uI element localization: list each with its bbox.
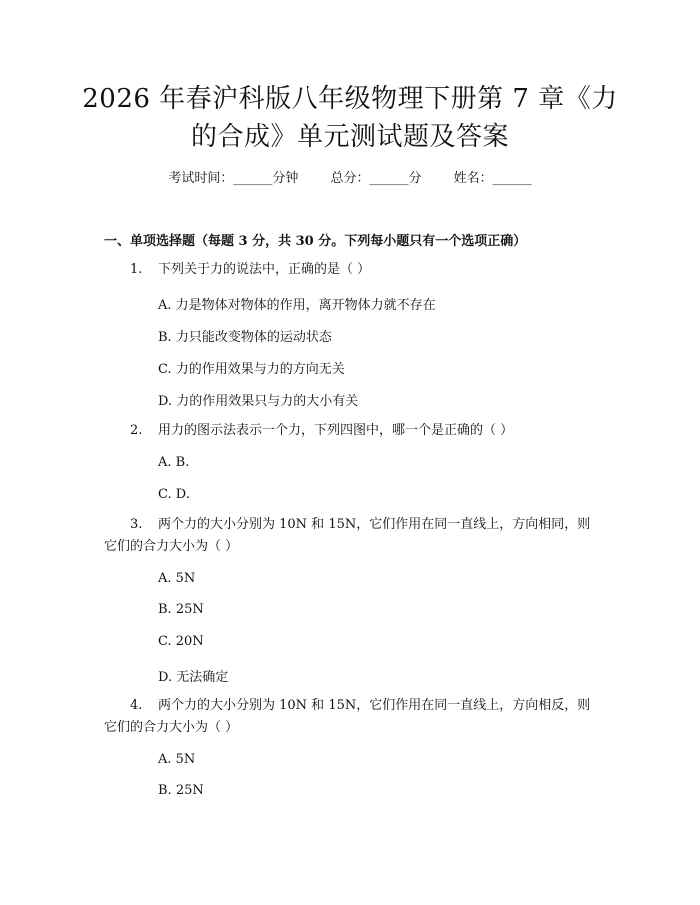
question-text: 用力的图示法表示一个力，下列四图中，哪一个是正确的（ ）	[158, 423, 514, 438]
question-3-line-2: 它们的合力大小为（ ）	[104, 539, 239, 554]
q3-option-a: A. 5N	[158, 571, 196, 586]
title-line-1: 2026 年春沪科版八年级物理下册第 7 章《力	[82, 84, 618, 114]
q3-option-b: B. 25N	[158, 602, 204, 617]
question-text: 两个力的大小分别为 10N 和 15N，它们作用在同一直线上，方向相反，则	[158, 698, 591, 713]
question-1	[130, 260, 370, 280]
q3-option-c: C. 20N	[158, 634, 204, 649]
question-number: 3.	[130, 517, 143, 532]
document-title	[60, 80, 640, 156]
q4-option-b: B. 25N	[158, 783, 204, 798]
exam-info	[0, 167, 700, 186]
q2-options-cd: C. D.	[158, 487, 190, 502]
question-text: 两个力的大小分别为 10N 和 15N，它们作用在同一直线上，方向相同，则	[158, 517, 591, 532]
question-number: 4.	[130, 698, 143, 713]
q1-option-c: C. 力的作用效果与力的方向无关	[158, 362, 345, 377]
title-line-2: 的合成》单元测试题及答案	[190, 122, 509, 152]
q2-options-ab: A. B.	[158, 455, 190, 470]
q3-option-d: D. 无法确定	[158, 670, 229, 685]
total-score-field: 总分：______分	[330, 171, 422, 186]
question-number: 2.	[130, 423, 143, 438]
student-name-field: 姓名：______	[453, 171, 532, 186]
q1-option-d: D. 力的作用效果只与力的大小有关	[158, 394, 359, 409]
question-text: 下列关于力的说法中，正确的是（ ）	[158, 262, 371, 277]
exam-time-field: 考试时间：______分钟	[168, 171, 299, 186]
question-number: 1.	[130, 262, 143, 277]
q4-option-a: A. 5N	[158, 752, 196, 767]
question-3-line-1	[130, 515, 590, 535]
q1-option-a: A. 力是物体对物体的作用，离开物体力就不存在	[158, 298, 436, 313]
question-4-line-1	[130, 696, 590, 716]
question-4-line-2: 它们的合力大小为（ ）	[104, 720, 239, 735]
question-2	[130, 421, 513, 441]
q1-option-b: B. 力只能改变物体的运动状态	[158, 330, 332, 345]
section-heading-single-choice: 一、单项选择题（每题 3 分，共 30 分。下列每小题只有一个选项正确）	[104, 234, 527, 249]
